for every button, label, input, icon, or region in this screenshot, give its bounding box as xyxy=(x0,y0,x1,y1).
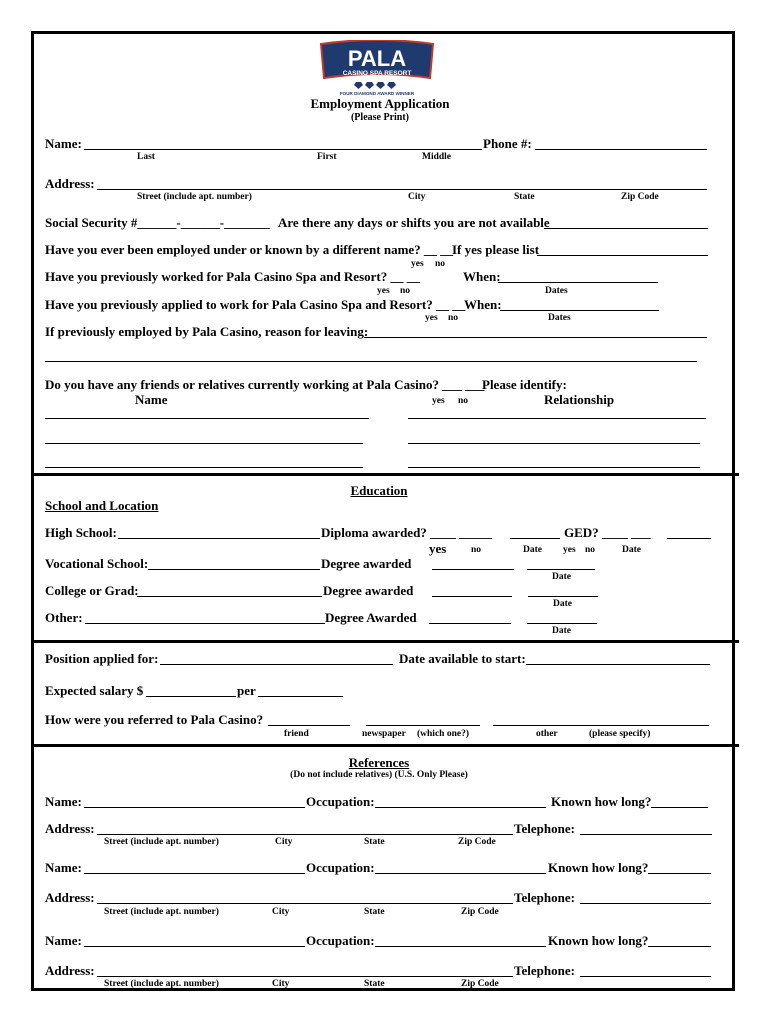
diamond-icons xyxy=(354,82,396,89)
ssn-field[interactable]: Social Security #______-______-_______ xyxy=(45,215,270,230)
first-caption: First xyxy=(317,152,337,162)
relative-name-field[interactable] xyxy=(45,443,363,444)
no-caption: no xyxy=(458,396,469,406)
date-caption: Date xyxy=(552,572,571,582)
position-label: Position applied for: xyxy=(45,651,159,666)
relative-name-field[interactable] xyxy=(45,418,369,419)
ref2-name-field[interactable] xyxy=(84,873,305,874)
state-caption: State xyxy=(514,192,535,202)
other-degree-field[interactable] xyxy=(429,623,511,624)
no-caption: no xyxy=(585,545,596,555)
street-caption: Street (include apt. number) xyxy=(104,907,219,917)
zip-caption: Zip Code xyxy=(461,979,499,989)
reason-field-line2[interactable] xyxy=(45,361,697,362)
other-school-field[interactable] xyxy=(85,623,325,624)
education-heading: Education xyxy=(350,483,408,498)
yes-caption: yes xyxy=(432,396,445,406)
high-school-label: High School: xyxy=(45,525,117,540)
vocational-degree-field[interactable] xyxy=(432,569,514,570)
address-label: Address: xyxy=(45,176,95,191)
ref2-address-field[interactable] xyxy=(97,903,513,904)
city-caption: City xyxy=(408,192,426,202)
phone-label: Phone #: xyxy=(483,136,532,151)
ref2-occupation-field[interactable] xyxy=(375,873,546,874)
zip-caption: Zip Code xyxy=(461,907,499,917)
zip-caption: Zip Code xyxy=(621,192,659,202)
friend-caption: friend xyxy=(284,729,309,739)
no-caption: no xyxy=(471,545,482,555)
name-label: Name: xyxy=(45,136,82,151)
ref-telephone-label: Telephone: xyxy=(514,890,575,905)
salary-label: Expected salary $ xyxy=(45,683,144,698)
section-divider xyxy=(31,744,739,747)
ref1-address-field[interactable] xyxy=(97,834,513,835)
logo-text: PALA xyxy=(347,46,407,71)
newspaper-caption: newspaper xyxy=(362,729,406,739)
ref1-occupation-field[interactable] xyxy=(375,807,546,808)
ref-occupation-label: Occupation: xyxy=(306,933,375,948)
ref3-known-field[interactable] xyxy=(648,946,711,947)
ref-occupation-label: Occupation: xyxy=(306,794,375,809)
yes-caption: yes xyxy=(563,545,576,555)
state-caption: State xyxy=(364,979,385,989)
availability-field[interactable] xyxy=(544,228,708,229)
references-note: (Do not include relatives) (U.S. Only Please) xyxy=(290,770,468,780)
relative-relationship-field[interactable] xyxy=(408,467,700,468)
degree-awarded-label: Degree awarded xyxy=(321,556,412,571)
ref-occupation-label: Occupation: xyxy=(306,860,375,875)
if-yes-label: If yes please list xyxy=(452,242,540,257)
diploma-label: Diploma awarded? ____ _____ xyxy=(321,525,492,540)
relative-relationship-field[interactable] xyxy=(408,443,700,444)
ref1-name-field[interactable] xyxy=(84,807,305,808)
zip-caption: Zip Code xyxy=(458,837,496,847)
ref2-telephone-field[interactable] xyxy=(580,903,711,904)
other-date-field[interactable] xyxy=(527,623,597,624)
college-degree-field[interactable] xyxy=(432,596,512,597)
other-name-field[interactable] xyxy=(537,255,708,256)
state-caption: State xyxy=(364,837,385,847)
other-label: Other: xyxy=(45,610,83,625)
please-identify-label: Please identify: xyxy=(482,377,567,392)
middle-caption: Middle xyxy=(422,152,452,162)
ref-telephone-label: Telephone: xyxy=(514,963,575,978)
name-column-header: Name xyxy=(135,392,168,407)
date-available-field[interactable] xyxy=(526,664,710,665)
no-caption: no xyxy=(435,259,446,269)
other-caption: other xyxy=(536,729,558,739)
award-text: FOUR DIAMOND AWARD WINNER xyxy=(339,91,415,96)
date-caption: Date xyxy=(552,626,571,636)
ref1-known-field[interactable] xyxy=(651,807,708,808)
vocational-date-field[interactable] xyxy=(527,569,595,570)
phone-field[interactable] xyxy=(535,149,707,150)
pala-logo xyxy=(318,40,436,96)
form-title: Employment Application xyxy=(310,96,450,111)
availability-label: Are there any days or shifts you are not available xyxy=(278,215,550,230)
street-caption: Street (include apt. number) xyxy=(104,837,219,847)
ref-address-label: Address: xyxy=(45,963,95,978)
when-label: When: xyxy=(464,297,502,312)
college-date-field[interactable] xyxy=(528,596,598,597)
reason-label: If previously employed by Pala Casino, reason for leaving: xyxy=(45,324,369,339)
reason-field[interactable] xyxy=(364,337,707,338)
date-caption: Date xyxy=(553,599,572,609)
section-divider xyxy=(31,640,739,643)
section-divider xyxy=(31,473,739,476)
please-specify-caption: (please specify) xyxy=(589,729,651,739)
prev-applied-question: Have you previously applied to work for Pala Casino Spa and Resort? __ __ xyxy=(45,297,466,312)
yes-caption: yes xyxy=(377,286,390,296)
street-caption: Street (include apt. number) xyxy=(137,192,252,202)
yes-caption: yes xyxy=(425,313,438,323)
ref-address-label: Address: xyxy=(45,821,95,836)
dates-caption: Dates xyxy=(548,313,571,323)
vocational-field[interactable] xyxy=(148,569,320,570)
state-caption: State xyxy=(364,907,385,917)
date-caption: Date xyxy=(622,545,641,555)
city-caption: City xyxy=(275,837,293,847)
date-available-label: Date available to start: xyxy=(399,651,526,666)
referred-other-field[interactable] xyxy=(493,725,709,726)
ref-name-label: Name: xyxy=(45,794,82,809)
degree-awarded-label: Degree awarded xyxy=(323,583,414,598)
when-label: When: xyxy=(463,269,501,284)
city-caption: City xyxy=(272,979,290,989)
salary-period-field[interactable] xyxy=(258,696,343,697)
address-field[interactable] xyxy=(97,189,707,190)
no-caption: no xyxy=(400,286,411,296)
street-caption: Street (include apt. number) xyxy=(104,979,219,989)
yes-caption: yes xyxy=(411,259,424,269)
last-caption: Last xyxy=(137,152,155,162)
references-heading: References xyxy=(348,755,410,770)
college-field[interactable] xyxy=(137,596,322,597)
relative-relationship-field[interactable] xyxy=(408,418,706,419)
college-label: College or Grad: xyxy=(45,583,139,598)
no-caption: no xyxy=(448,313,459,323)
ref-known-label: Known how long? xyxy=(548,933,649,948)
ref-known-label: Known how long? xyxy=(551,794,652,809)
ref-name-label: Name: xyxy=(45,933,82,948)
form-subtitle: (Please Print) xyxy=(350,112,410,123)
ref3-name-field[interactable] xyxy=(84,946,305,947)
ged-date-field[interactable] xyxy=(667,538,711,539)
name-field[interactable] xyxy=(84,149,482,150)
yes-caption: yes xyxy=(429,541,447,556)
salary-field[interactable] xyxy=(146,696,236,697)
prev-worked-dates-field[interactable] xyxy=(498,282,658,283)
position-field[interactable] xyxy=(160,664,393,665)
ref-name-label: Name: xyxy=(45,860,82,875)
ref-address-label: Address: xyxy=(45,890,95,905)
logo-subtext: CASINO SPA RESORT xyxy=(342,70,412,77)
ref3-occupation-field[interactable] xyxy=(375,946,546,947)
degree-awarded-cap-label: Degree Awarded xyxy=(325,610,417,625)
ref-telephone-label: Telephone: xyxy=(514,821,575,836)
referred-newspaper-field[interactable] xyxy=(366,725,480,726)
relative-name-field[interactable] xyxy=(45,467,363,468)
prev-worked-question: Have you previously worked for Pala Casino Spa and Resort? __ __ xyxy=(45,269,420,284)
referred-friend-field[interactable] xyxy=(268,725,350,726)
ref3-address-field[interactable] xyxy=(97,976,513,977)
date-caption: Date xyxy=(523,545,542,555)
referred-label: How were you referred to Pala Casino? xyxy=(45,712,264,727)
per-label: per xyxy=(237,683,256,698)
prev-applied-dates-field[interactable] xyxy=(500,310,659,311)
relationship-column-header: Relationship xyxy=(544,392,615,407)
vocational-label: Vocational School: xyxy=(45,556,149,571)
dates-caption: Dates xyxy=(545,286,568,296)
ref1-telephone-field[interactable] xyxy=(580,834,712,835)
ged-label: GED? ____ ___ xyxy=(564,525,651,540)
ref2-known-field[interactable] xyxy=(648,873,711,874)
diploma-date-field[interactable] xyxy=(510,538,560,539)
friends-question: Do you have any friends or relatives currently working at Pala Casino? ___ ___ xyxy=(45,377,485,392)
ref-known-label: Known how long? xyxy=(548,860,649,875)
school-location-header: School and Location xyxy=(45,498,159,513)
city-caption: City xyxy=(272,907,290,917)
ref3-telephone-field[interactable] xyxy=(580,976,711,977)
which-one-caption: (which one?) xyxy=(417,729,469,739)
high-school-field[interactable] xyxy=(118,538,320,539)
diff-name-question: Have you ever been employed under or known by a different name? __ __ xyxy=(45,242,454,257)
